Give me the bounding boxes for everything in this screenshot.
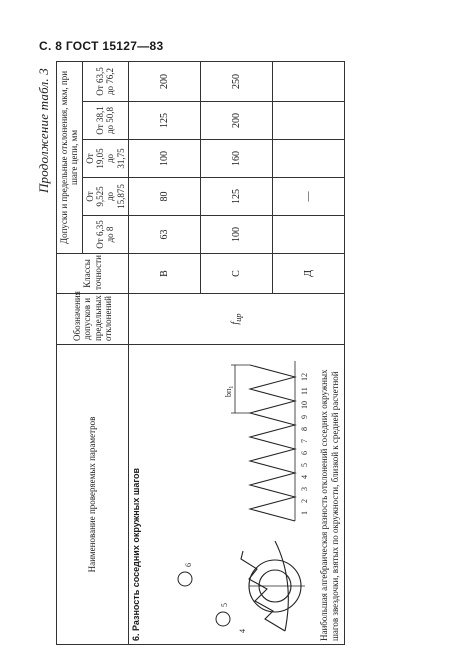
col-header-name: Наименование проверяемых параметров: [57, 345, 129, 645]
value-cell: [272, 140, 344, 178]
tooth-number: 11: [300, 387, 310, 395]
page-header: С. 8 ГОСТ 15127—83: [39, 39, 164, 53]
col-header-pitch-1: От 6,35 до 8: [82, 216, 128, 254]
designation-symbol: f: [229, 321, 241, 325]
value-cell: 63: [129, 216, 201, 254]
figure-label-6: 6: [184, 563, 194, 567]
value-cell: 100: [200, 216, 272, 254]
tooth-number: 7: [300, 439, 310, 443]
value-cell: 160: [200, 140, 272, 178]
value-cell: [272, 216, 344, 254]
tooth-number: 5: [300, 463, 310, 467]
tooth-numbers: [300, 373, 309, 515]
designation-subscript: ир: [233, 313, 243, 322]
value-cell: 200: [129, 62, 201, 102]
tooth-number: 1: [300, 511, 310, 515]
value-cell: —: [272, 178, 344, 216]
value-cell: [272, 62, 344, 102]
tooth-number: 6: [300, 451, 310, 455]
pitch-label: $bп_1$: [224, 385, 236, 397]
class-cell: Д: [272, 254, 344, 294]
figure-label-5: 5: [220, 603, 230, 607]
value-cell: 125: [200, 178, 272, 216]
tooth-number: 3: [300, 487, 310, 491]
col-header-pitch-3: От 19,05 до 31,75: [82, 140, 128, 178]
col-header-pitch-4: От 38,1 до 50,8: [82, 102, 128, 140]
col-header-designation: Обозначения допусков и предельных отклонений: [57, 294, 129, 345]
value-cell: [272, 102, 344, 140]
rotated-table-page: [36, 62, 435, 645]
value-cell: 100: [129, 140, 201, 178]
parameter-cell: [129, 345, 345, 645]
class-cell: С: [200, 254, 272, 294]
figure-label-4: 4: [238, 629, 248, 633]
class-cell: В: [129, 254, 201, 294]
tooth-number: 2: [300, 499, 310, 503]
sprocket-figure: [145, 348, 315, 641]
parameter-title: 6. Разность соседних окружных шагов: [131, 468, 142, 641]
col-header-class: Классы точности: [57, 254, 129, 294]
value-cell: 200: [200, 102, 272, 140]
tooth-number: 10: [300, 401, 310, 409]
tolerance-table: [56, 61, 345, 645]
reference-circle-5: [216, 612, 230, 626]
value-cell: 125: [129, 102, 201, 140]
col-header-pitch-5: От 63,5 до 76,2: [82, 62, 128, 102]
parameter-description: Наибольшая алгебраическая разность отклонений соседних окружных шагов звездочки, взятых по окружности, близкой к средней расчетной: [319, 369, 341, 641]
tooth-number: 8: [300, 427, 310, 431]
tooth-number: 9: [300, 415, 310, 419]
col-header-pitch-2: От 9,525 до 15,875: [82, 178, 128, 216]
sprocket-diagram: [145, 351, 315, 641]
col-header-tolerances: Допуски и предельные отклонения, мкм, при шаге цепи, мм: [57, 62, 83, 254]
reference-circle-6: [178, 572, 192, 586]
tooth-number: 4: [300, 475, 310, 479]
continuation-label: Продолжение табл. 3: [36, 68, 51, 194]
designation-cell: [129, 294, 345, 345]
value-cell: 80: [129, 178, 201, 216]
value-cell: 250: [200, 62, 272, 102]
tooth-number: 12: [300, 373, 310, 381]
